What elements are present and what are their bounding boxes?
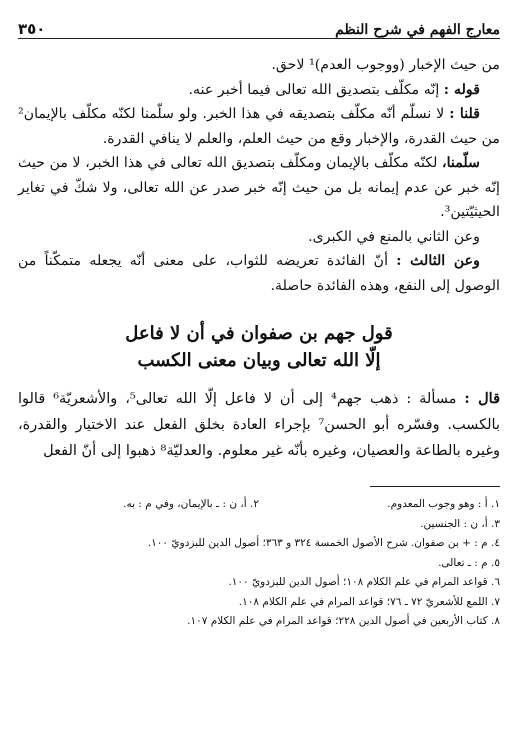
paragraph-text: مسألة : ذهب جهم⁴ إلى أن لا فاعل إلّا الله تعالى⁵، والأشعريّة⁶ قالوا بالكسب. وفسّره أبو الحسن⁷ بإجراء العادة بخلق الفعل عند الاختيار والقدرة، وغيره بالطاعة والعصيان، وغيره بأنّه غير معلوم. والعدليّة⁸ ذهبوا إلى أنّ الفعل [18, 391, 501, 459]
section-heading-line: إلّا الله تعالى وبيان معنى الكسب [137, 350, 381, 371]
paragraph-text: إنّه مكلّف بتصديق الله تعالى فيما أخبر عنه. [188, 81, 444, 98]
footnote: ٧. اللمع للأشعريّ ٧٢ ـ ٧٦؛ قواعد المرام في علم الكلام ١٠٨. [238, 595, 500, 608]
paragraph [18, 249, 500, 298]
paragraph [18, 78, 500, 103]
main-text [18, 53, 500, 298]
section-heading [18, 320, 500, 374]
running-header [18, 12, 500, 39]
footnote: ٦. قواعد المرام في علم الكلام ١٠٨؛ أصول الدين للبزدويّ ١٠٠. [228, 576, 500, 588]
paragraph-text: أنّ الفائدة تعريضه للثواب، على معنى أنّه يجعله متمكّناً من الوصول إلى النفع، وهذه الفائدة حاصلة. [18, 253, 500, 294]
footnote: ٥. م : ـ تعالى. [438, 556, 500, 569]
paragraph [18, 151, 500, 225]
paragraph [18, 53, 500, 78]
footnote: ٨. كتاب الأربعين في أصول الدين ٢٢٨؛ قواعد المرام في علم الكلام ١٠٧. [187, 615, 500, 627]
footnote: ٢. أ، ن : ـ بالإيمان، وفي م : به. [123, 498, 259, 510]
paragraph-text: من حيث الإخبار (ووجوب العدم)¹ لاحق. [271, 57, 500, 73]
footnote-divider [370, 486, 500, 487]
page-number: ٣٥٠ [18, 20, 46, 38]
paragraph-lead: قال : [464, 390, 500, 407]
book-page [18, 12, 500, 632]
paragraph-lead: سلّمنا، [442, 155, 480, 171]
paragraph-text: وعن الثاني بالمنع في الكبرى. [308, 228, 480, 245]
footnote: ٣. أ، ن : الجنسين. [420, 517, 500, 530]
paragraph [18, 386, 500, 464]
paragraph-text: لا نسلّم أنّه مكلّف بتصديقه في هذا الخبر. ولو سلّمنا لكنّه مكلّف بالإيمان² من حيث القدرة، والإخبار وقع من حيث العلم، والعلم لا ينافي القدرة. [18, 106, 500, 147]
paragraph-text: لكنّه مكلّف بالإيمان ومكلّف بتصديق الله تعالى في هذا الخبر، لا من حيث إنّه خبر عن عدم إيمانه بل من حيث إنّه خبر صدر عن الله تعالى، ولا شكّ في تغاير الحيثيّتين³. [18, 155, 500, 220]
paragraph [18, 225, 500, 250]
section-heading-line: قول جهم بن صفوان في أن لا فاعل [125, 323, 393, 344]
paragraph-lead: وعن الثالث : [396, 253, 481, 269]
footnote: ١. أ : وهو وجوب المعدوم. [387, 498, 500, 510]
paragraph-lead: قلنا : [449, 106, 480, 122]
footnote-row [18, 495, 500, 515]
footnotes [18, 495, 500, 632]
footnote: ٤. م : + بن صفوان. شرح الأصول الخمسة ٣٢٤ و ٣٦٣؛ أصول الدين للبزدويّ ١٠٠. [147, 537, 500, 549]
book-title: معارج الفهم في شرح النظم [335, 22, 500, 38]
paragraph [18, 102, 500, 151]
section-text [18, 386, 500, 464]
paragraph-lead: قوله : [443, 81, 480, 98]
